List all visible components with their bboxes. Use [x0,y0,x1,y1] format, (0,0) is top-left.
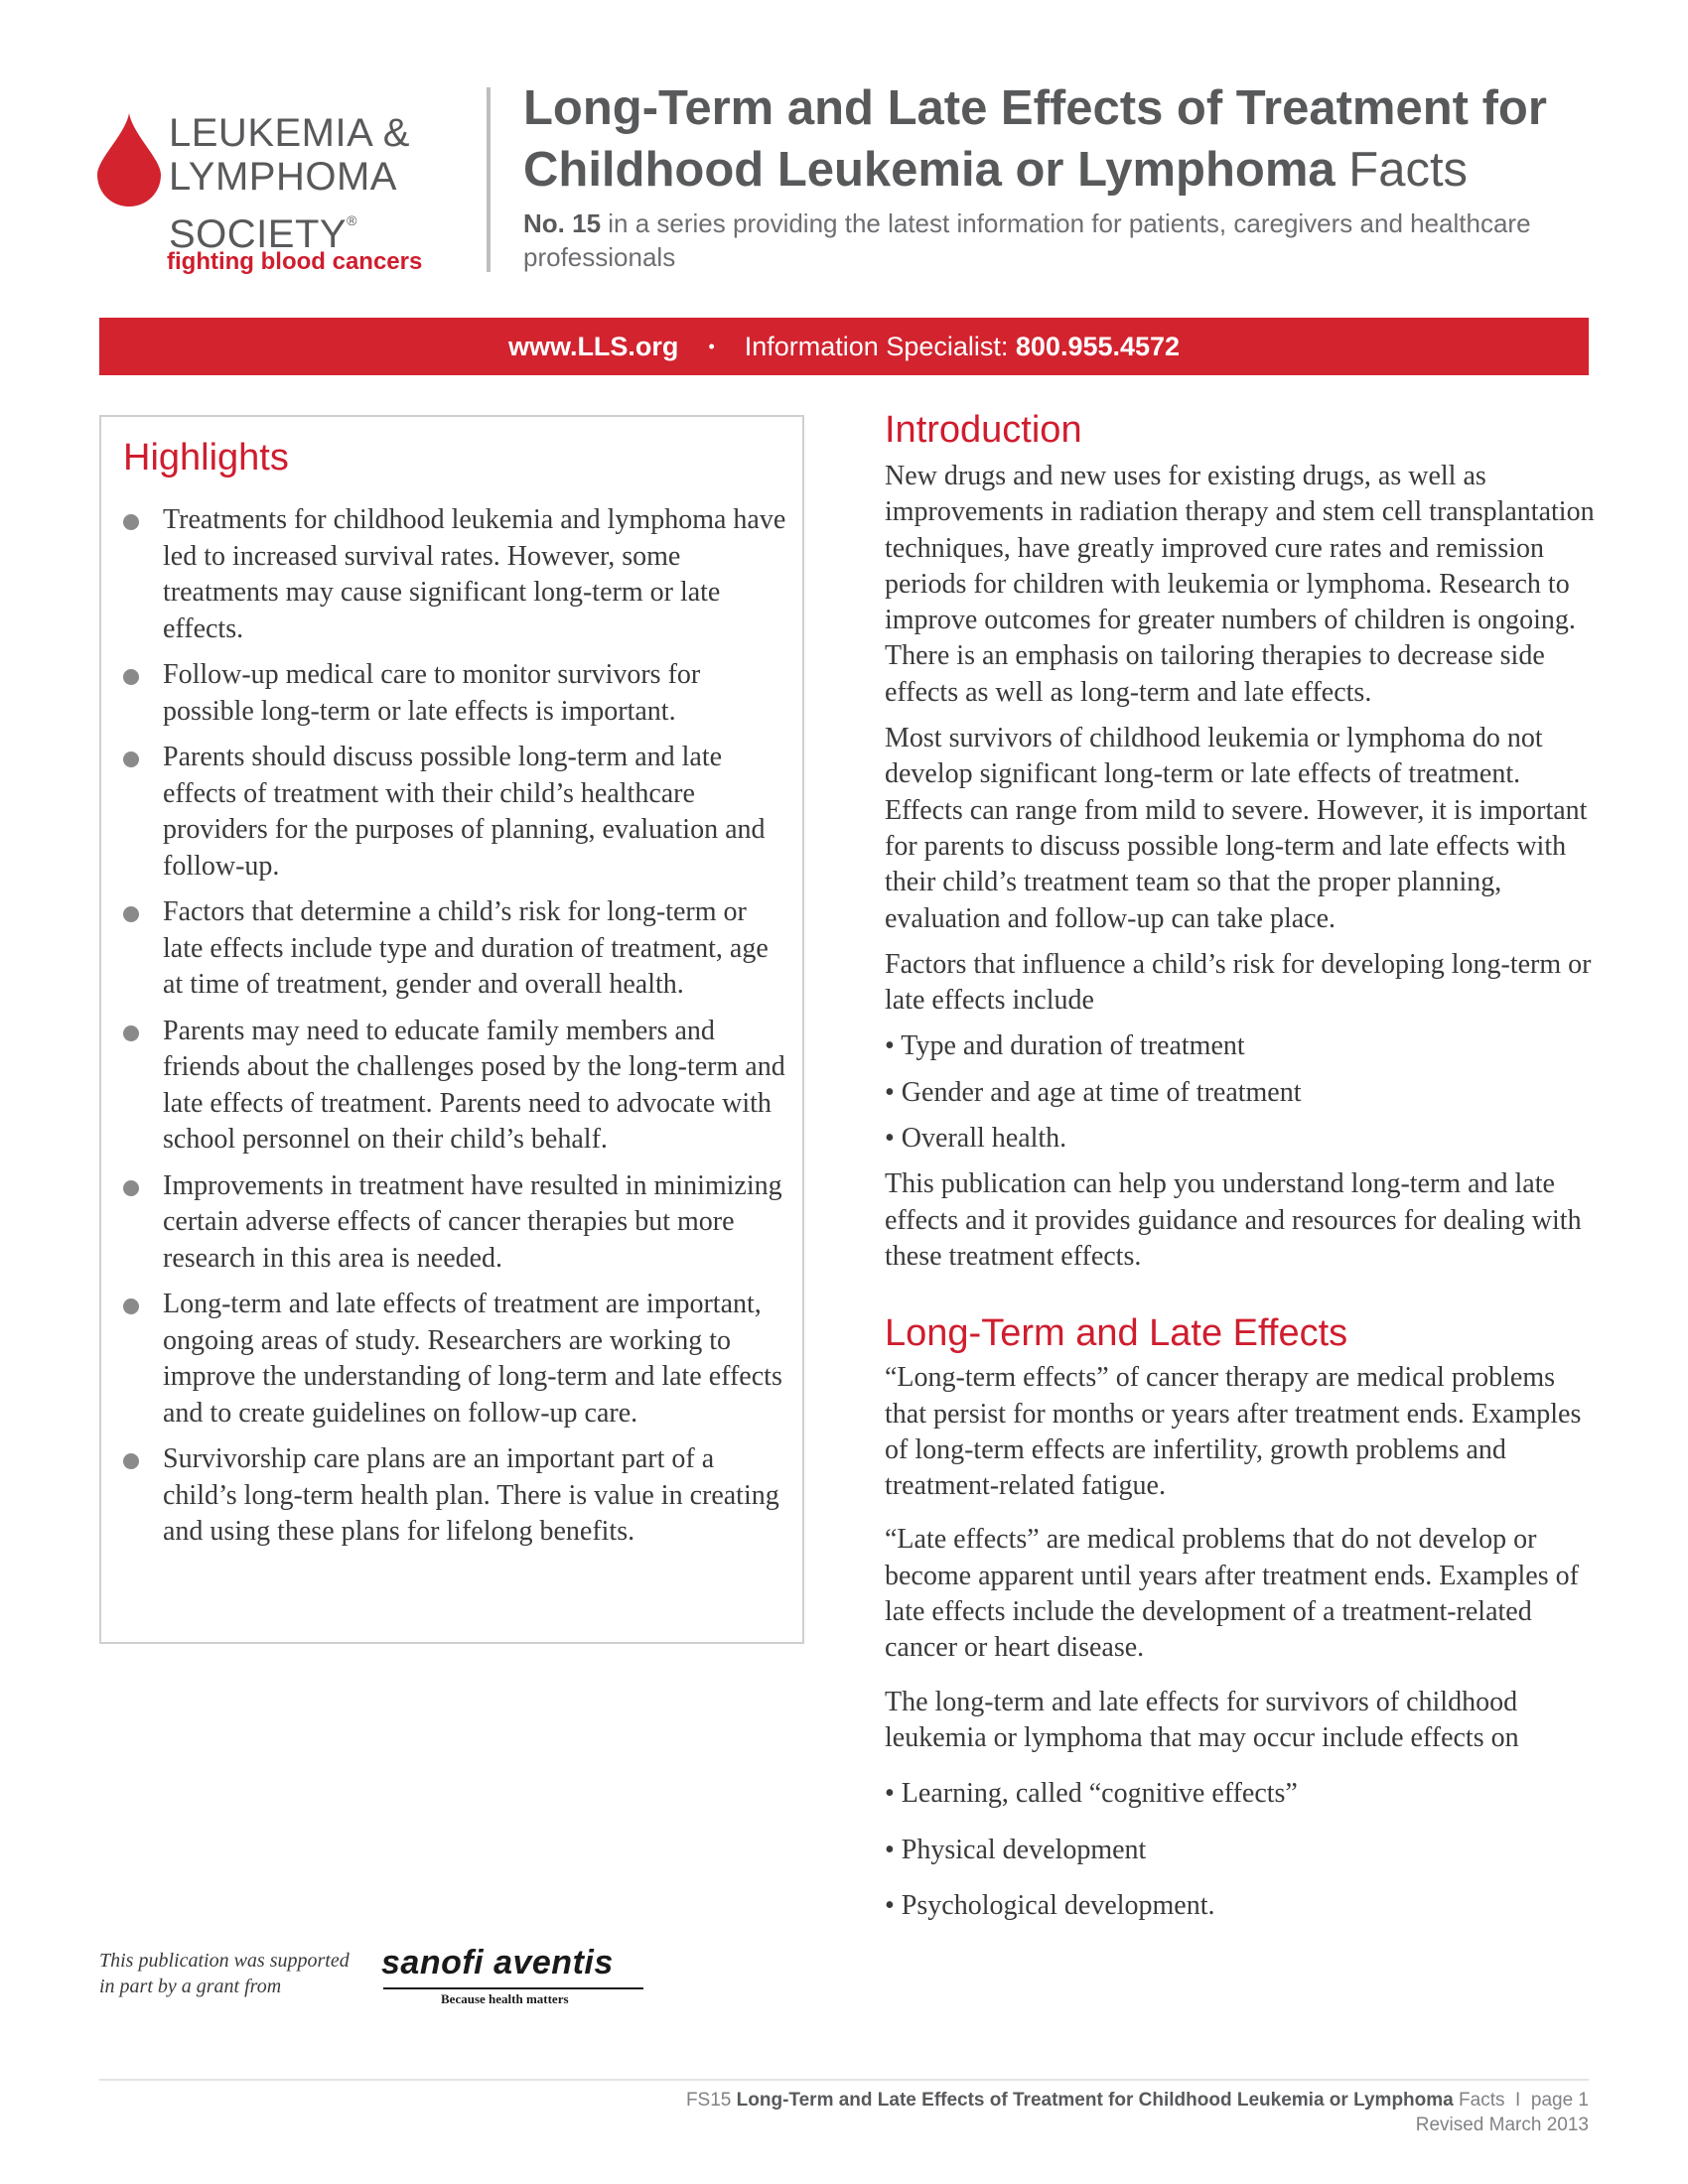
late-effects-bullet: • Learning, called “cognitive effects” [885,1778,1298,1810]
tagline: fighting blood cancers [167,248,423,275]
specialist-label: Information Specialist: [744,331,1009,361]
main-column [885,407,1600,1924]
org-name-line1: LEUKEMIA & [169,111,410,155]
intro-paragraph-3: Factors that influence a child’s risk for developing long-term or late effects include [885,948,1592,1017]
intro-paragraph-1: New drugs and new uses for existing drugs, as well as improvements in radiation therapy and stem cell transplantation techniques, have greatly improved cure rates and remission periods for children with leukemia or lymphoma. Research to improve outcomes for greater numbers of children is ongoing. There is an emphasis on tailoring therapies to decrease side effects as well as long-term and late effects. [885,461,1595,708]
bullet-dot-icon [123,514,139,530]
highlight-text: Treatments for childhood leukemia and lymphoma have led to increased survival rates. However, some treatments may cause significant long-term or late effects. [163,504,786,644]
intro-bullet: • Gender and age at time of treatment [885,1076,1302,1108]
late-effects-paragraph-1: “Long-term effects” of cancer therapy are medical problems that persist for months or years after treatment ends. Examples of long-term effects are infertility, growth problems and treatment-related fatigue. [885,1362,1582,1502]
highlight-item [123,502,788,647]
intro-bullet: • Type and duration of treatment [885,1030,1245,1062]
footer-separator: I [1515,2090,1521,2111]
highlight-text: Follow-up medical care to monitor survivors for possible long-term or late effects is important. [163,659,701,727]
intro-paragraph-2: Most survivors of childhood leukemia or lymphoma do not develop significant long-term or late effects of treatment. Effects can range from mild to severe. However, it is important for parents to discuss possible long-term and late effects with their child’s treatment team so that the proper planning, evaluation and follow-up can take place. [885,723,1588,934]
highlight-item [123,1287,788,1432]
org-name-society: SOCIETY [169,212,348,256]
sponsor-line2: in part by a grant from [99,1976,282,1997]
series-description: in a series providing the latest information for patients, caregivers and healthcare professionals [523,208,1531,272]
title-bold: Long-Term and Late Effects of Treatment for Childhood Leukemia or Lymphoma [523,81,1547,197]
highlights-list [123,502,788,1561]
bullet-dot-icon [123,669,139,685]
highlight-text: Factors that determine a child’s risk for long-term or late effects include type and duration of treatment, age at time of treatment, gender and overall health. [163,896,769,1000]
sponsor-note [99,1948,350,1999]
registered-mark: ® [347,212,357,228]
page-number: page 1 [1530,2090,1589,2111]
page-footer [686,2088,1589,2137]
highlight-text: Parents should discuss possible long-term and late effects of treatment with their child’s healthcare providers for the purposes of planning, evaluation and follow-up. [163,742,766,882]
specialist-phone[interactable]: 800.955.4572 [1015,331,1181,361]
bullet-dot-icon [123,1298,139,1314]
bar-separator: • [708,336,715,356]
blood-drop-icon [97,113,161,206]
sponsor-slogan: Because health matters [441,1991,569,2006]
bullet-dot-icon [123,1025,139,1041]
late-effects-heading: Long-Term and Late Effects [885,1312,1348,1355]
title-light: Facts [1348,143,1469,197]
highlight-text: Parents may need to educate family members and friends about the challenges posed by the long-term and late effects of treatment. Parents need to advocate with school personnel on their child’s behalf. [163,1015,785,1155]
highlight-item [123,894,788,1004]
highlight-item [123,1441,788,1551]
header-divider [487,87,491,272]
late-effects-bullet: • Psychological development. [885,1889,1215,1921]
late-effects-paragraph-2: “Late effects” are medical problems that do not develop or become apparent until years after treatment ends. Examples of late effects include the development of a treatment-related cancer or heart disease. [885,1524,1579,1664]
introduction-heading: Introduction [885,409,1082,451]
revised-date: Revised March 2013 [1415,2115,1589,2135]
intro-bullet: • Overall health. [885,1123,1067,1155]
highlight-item [123,740,788,885]
late-effects-bullet: • Physical development [885,1834,1147,1865]
intro-paragraph-4: This publication can help you understand long-term and late effects and it provides guidance and resources for dealing with these treatment effects. [885,1168,1582,1272]
series-subtitle [523,206,1536,274]
highlight-item [123,1168,788,1278]
footer-title-light: Facts [1459,2090,1505,2111]
lls-logo [97,109,475,288]
bullet-dot-icon [123,906,139,922]
bullet-dot-icon [123,751,139,767]
highlight-text: Improvements in treatment have resulted in minimizing certain adverse effects of cancer therapies but more research in this area is needed. [163,1169,782,1274]
contact-bar [99,318,1589,375]
sponsor-line1: This publication was supported [99,1950,350,1972]
org-name-line3 [169,201,357,254]
highlights-box [99,415,804,1644]
highlight-text: Long-term and late effects of treatment are important, ongoing areas of study. Researchers are working to improve the understanding of long-term and late effects and to create guidelines on follow-up care. [163,1289,782,1429]
footer-title: Long-Term and Late Effects of Treatment for Childhood Leukemia or Lymphoma [736,2090,1454,2111]
footer-line1 [686,2088,1589,2113]
page-title [523,77,1645,201]
bullet-dot-icon [123,1453,139,1469]
highlight-text: Survivorship care plans are an important part of a child’s long-term health plan. There is value in creating and using these plans for lifelong benefits. [163,1443,779,1547]
highlight-item [123,657,788,730]
highlights-heading: Highlights [123,437,289,478]
logo-underline [383,1987,643,1989]
series-number: No. 15 [523,208,602,238]
highlight-item [123,1014,788,1159]
footer-rule [99,2079,1589,2081]
footer-code: FS15 [685,2090,732,2111]
sanofi-aventis-logo [381,1944,649,2013]
website-link[interactable]: www.LLS.org [507,331,679,361]
org-name-line2: LYMPHOMA [169,155,397,199]
bullet-dot-icon [123,1180,139,1196]
late-effects-paragraph-3: The long-term and late effects for survivors of childhood leukemia or lymphoma that may occur include effects on [885,1686,1519,1753]
sponsor-name: sanofi aventis [381,1944,614,1981]
